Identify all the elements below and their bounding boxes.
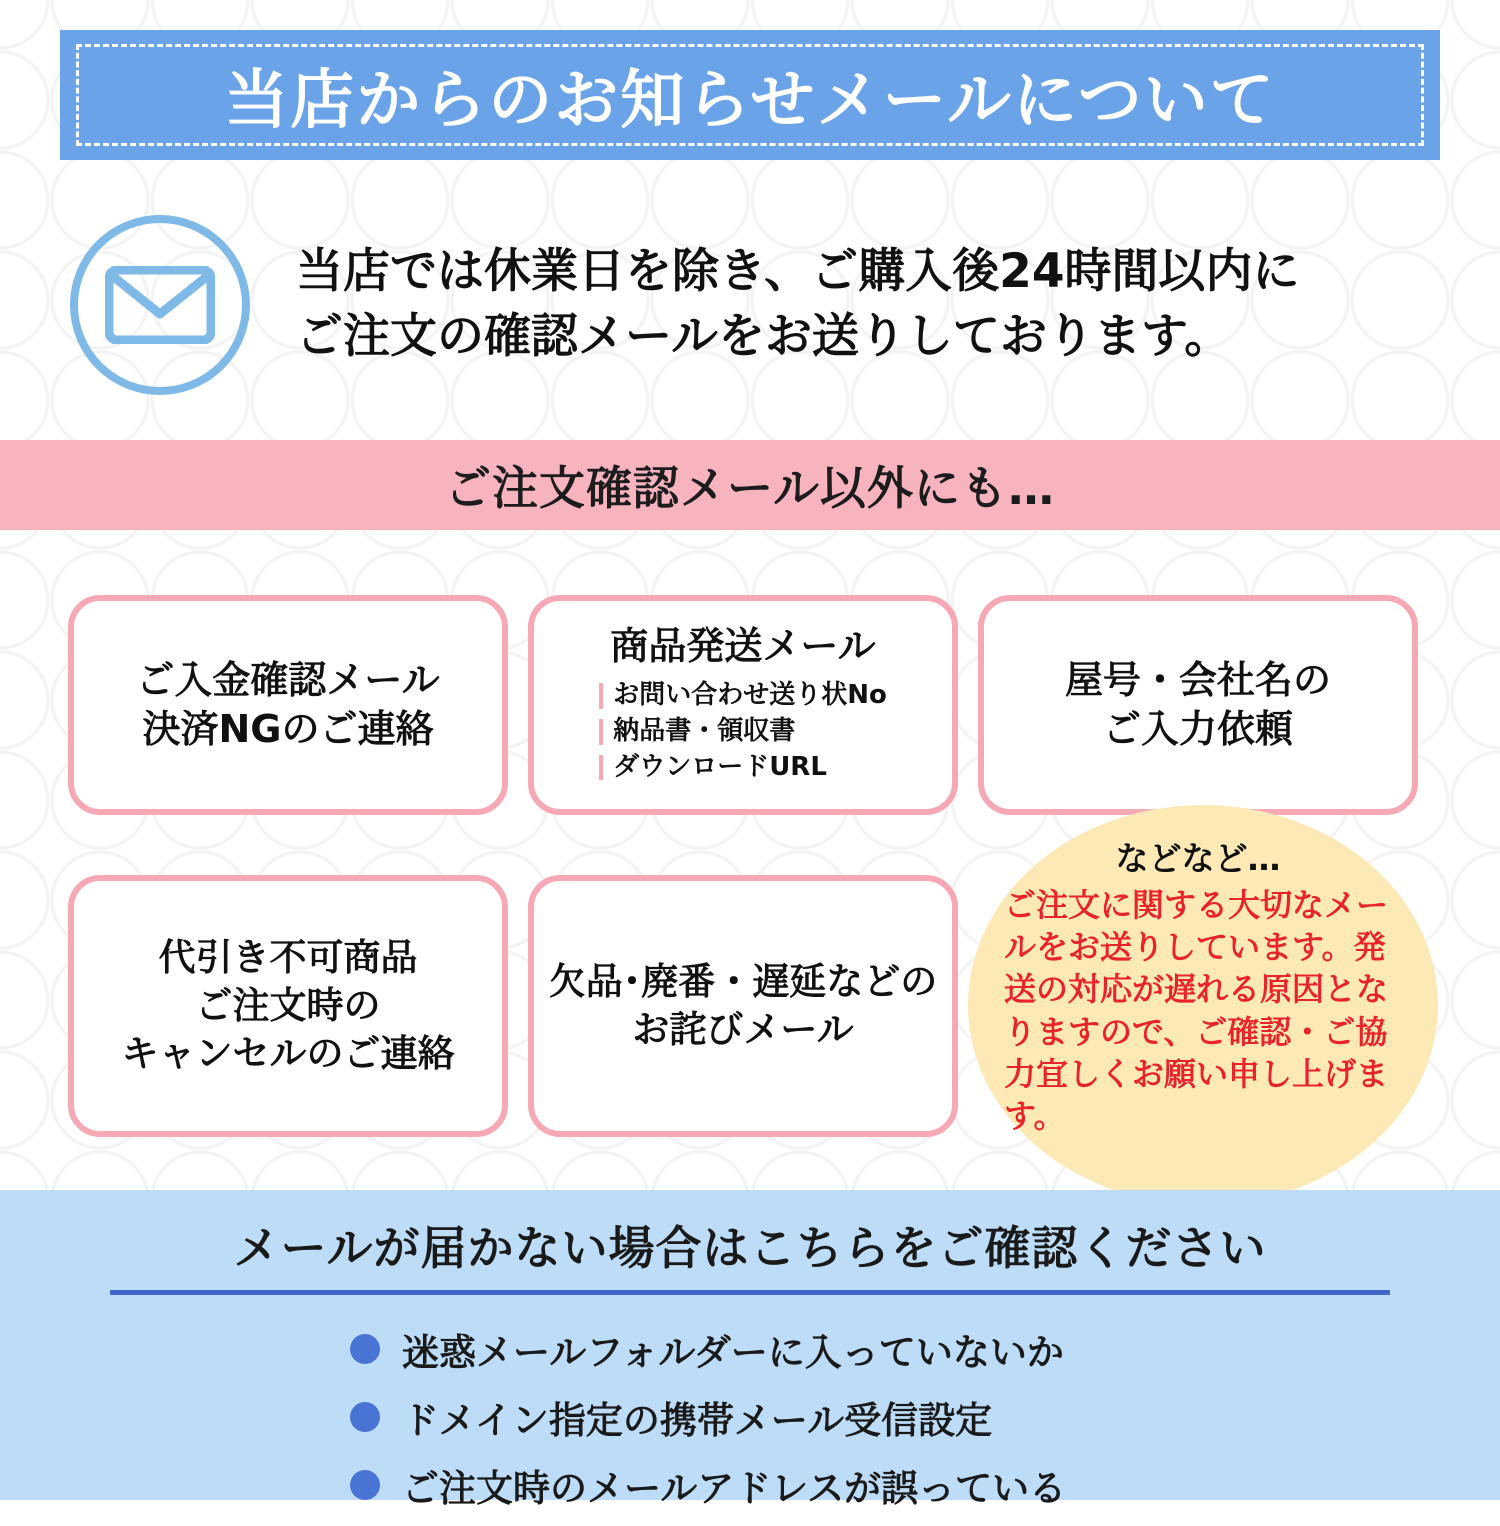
card-sub-item: お問い合わせ送り状No bbox=[599, 679, 887, 713]
card-line: キャンセルのご連絡 bbox=[121, 1032, 455, 1076]
card-apology-mail bbox=[528, 875, 958, 1137]
list-item bbox=[350, 1322, 1066, 1376]
card-shipping-mail bbox=[528, 595, 958, 815]
card-sublist bbox=[599, 677, 887, 786]
section-band-label: ご注文確認メール以外にも… bbox=[444, 461, 1056, 515]
note-body: ご注文に関する大切なメールをお送りしています。発送の対応が遅れる原因となりますので、ご確認・ご協力宜しくお願い申し上げます。 bbox=[1004, 886, 1389, 1136]
footer-divider bbox=[110, 1290, 1390, 1295]
note-callout bbox=[978, 839, 1418, 1137]
intro-section bbox=[60, 200, 1440, 410]
list-item bbox=[350, 1458, 1066, 1512]
card-line: ご入金確認メール bbox=[136, 658, 440, 703]
bullet-icon bbox=[350, 1334, 380, 1364]
card-payment-confirmation bbox=[68, 595, 508, 815]
card-sub-item: 納品書・領収書 bbox=[599, 715, 887, 749]
list-item-label: ドメイン指定の携帯メール受信設定 bbox=[402, 1399, 993, 1442]
card-company-name-request bbox=[978, 595, 1418, 815]
card-line: ご入力依頼 bbox=[1102, 707, 1293, 751]
bullet-icon bbox=[350, 1402, 380, 1432]
mail-envelope-icon bbox=[70, 215, 250, 395]
note-content bbox=[978, 839, 1418, 1137]
header-banner bbox=[60, 30, 1440, 160]
card-cod-unavailable bbox=[68, 875, 508, 1137]
card-title: 商品発送メール bbox=[610, 623, 876, 668]
card-line: お詫びメール bbox=[632, 1008, 854, 1052]
card-line: ご注文時の bbox=[195, 984, 381, 1028]
list-item-label: ご注文時のメールアドレスが誤っている bbox=[402, 1467, 1067, 1510]
card-sub-item: ダウンロードURL bbox=[599, 751, 887, 785]
card-line: 屋号・会社名の bbox=[1064, 658, 1331, 703]
mail-type-card-grid bbox=[58, 595, 1448, 1137]
intro-line-2: ご注文の確認メールをお送りしております。 bbox=[296, 309, 1232, 364]
footer-section bbox=[0, 1190, 1500, 1510]
section-band bbox=[0, 440, 1500, 530]
bullet-icon bbox=[350, 1470, 380, 1500]
intro-text bbox=[296, 240, 1300, 370]
note-title: などなど… bbox=[1115, 839, 1281, 878]
list-item bbox=[350, 1390, 1066, 1444]
footer-title: メールが届かない場合はこちらをご確認ください bbox=[233, 1221, 1267, 1275]
list-item-label: 迷惑メールフォルダーに入っていないか bbox=[402, 1331, 1064, 1374]
card-line: 欠品･廃番・遅延などの bbox=[548, 960, 938, 1004]
intro-line-1: 当店では休業日を除き、ご購入後24時間以内に bbox=[296, 244, 1300, 300]
page-title: 当店からのお知らせメールについて bbox=[224, 64, 1276, 138]
footer-checklist bbox=[350, 1308, 1066, 1526]
card-line: 代引き不可商品 bbox=[158, 936, 418, 980]
card-line: 決済NGのご連絡 bbox=[142, 707, 434, 751]
